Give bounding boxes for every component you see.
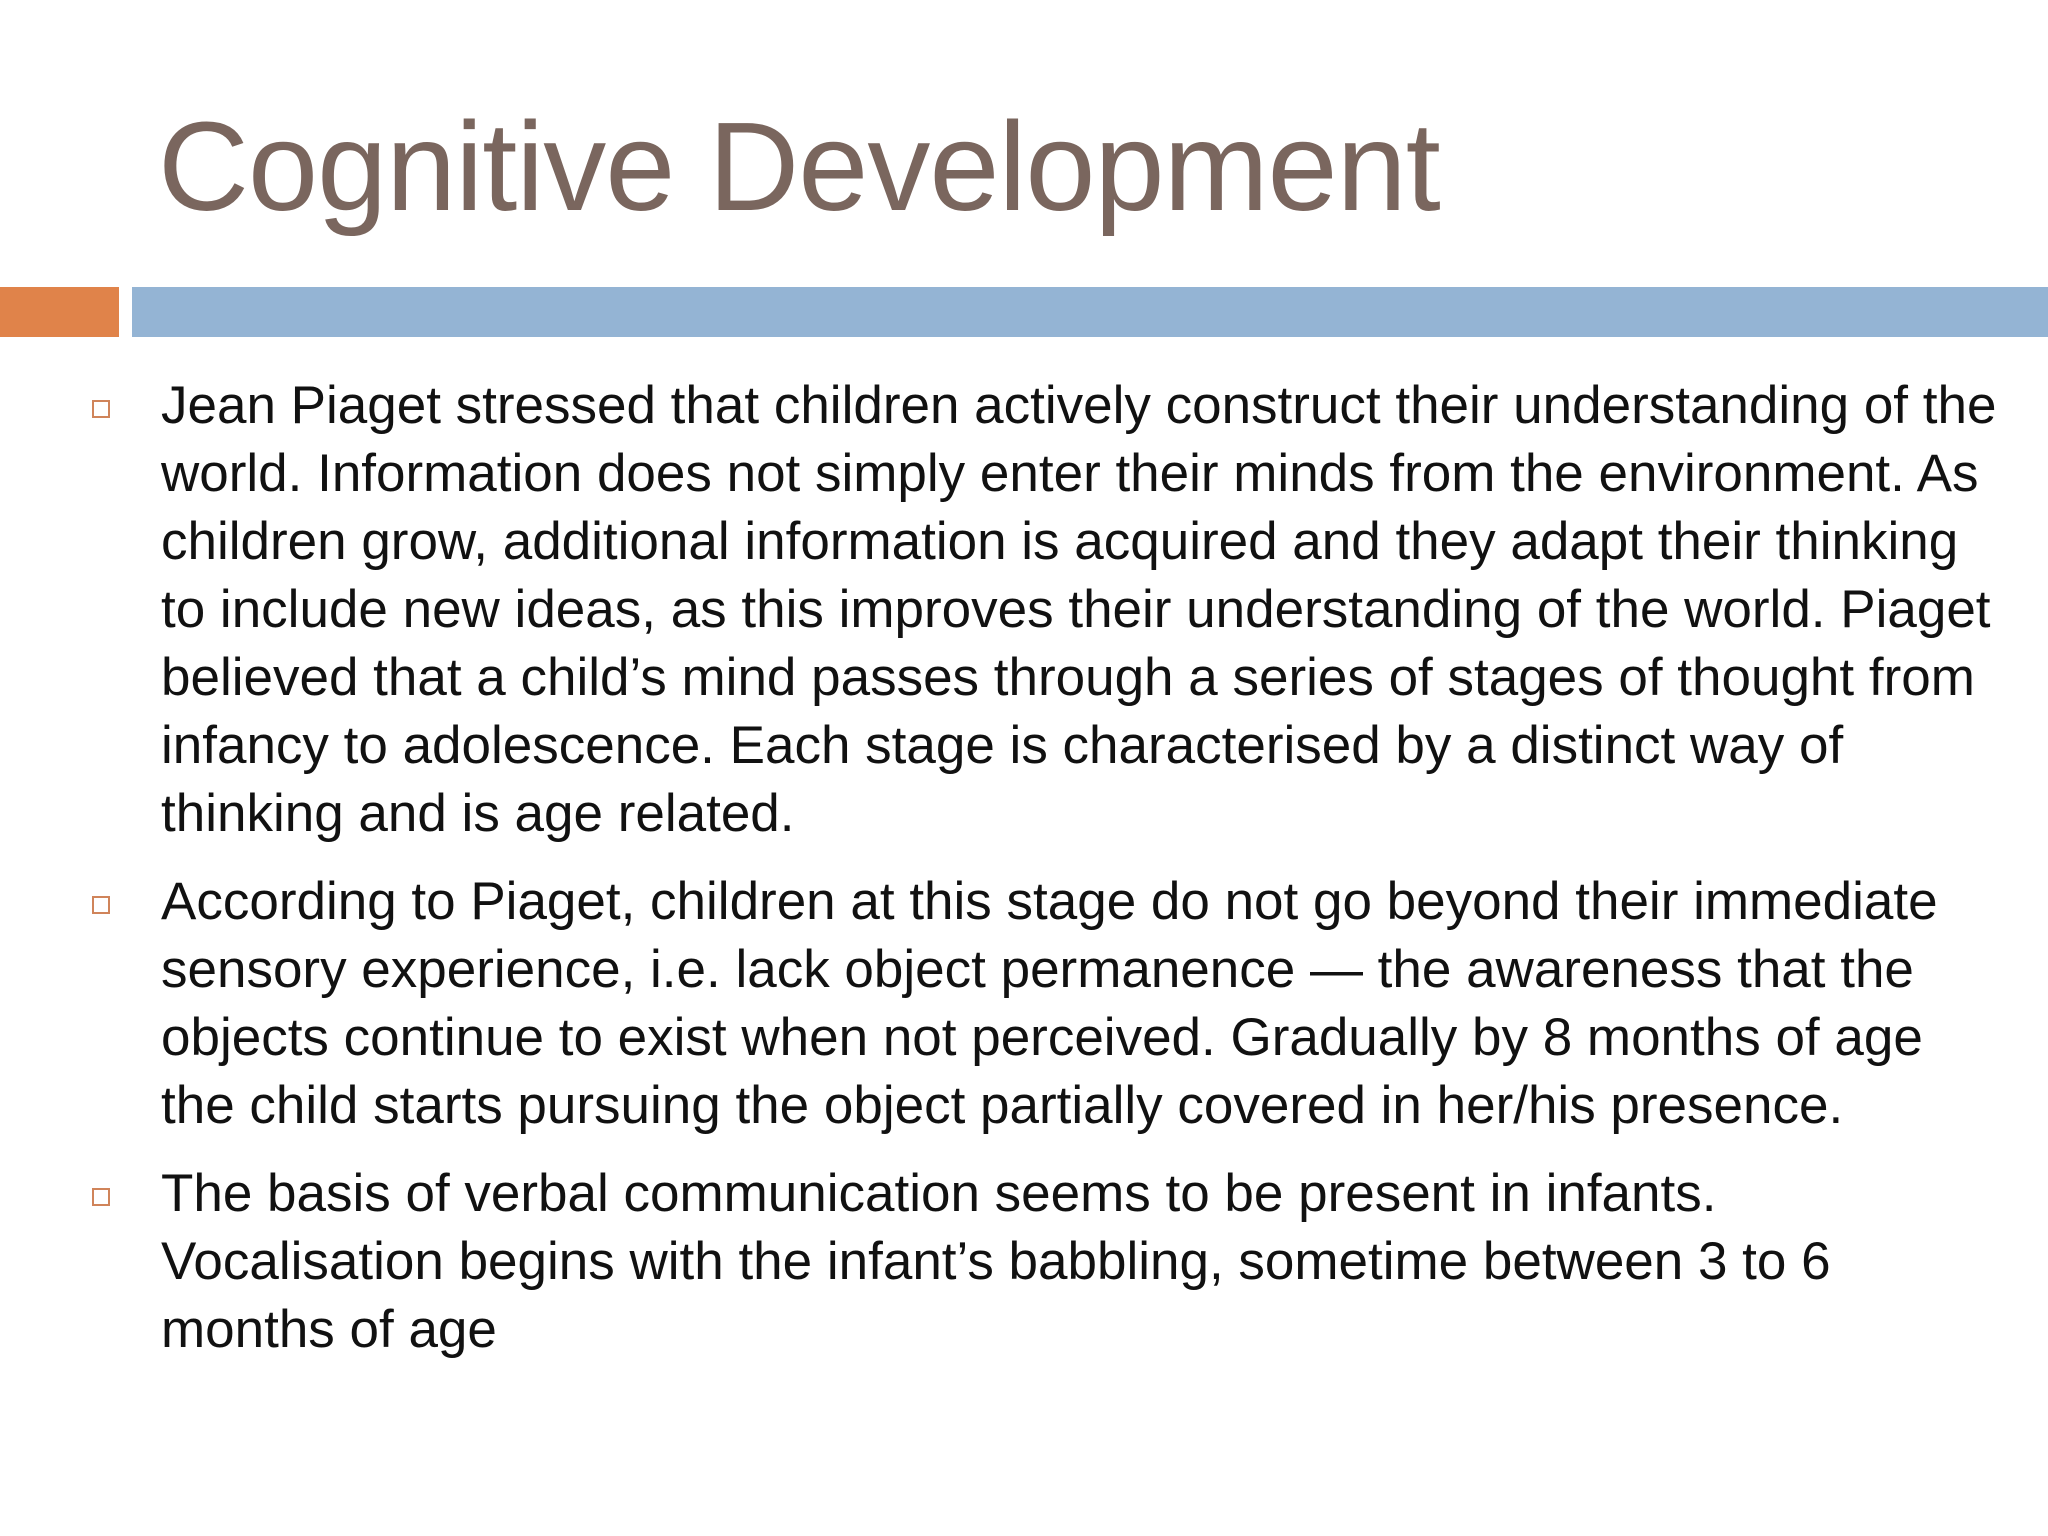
slide-title: Cognitive Development xyxy=(158,96,1440,237)
bullet-list xyxy=(0,372,2048,1384)
accent-bar-orange xyxy=(0,287,119,337)
hollow-square-icon xyxy=(92,400,110,418)
accent-bar-blue xyxy=(132,287,2048,337)
bullet-item xyxy=(0,372,2048,848)
bullet-text: Jean Piaget stressed that children actively construct their understanding of the world. Information does not simply enter their minds from the environment. As children grow, additional information is acquired and they adapt their thinking to include new ideas, as this improves their understanding of the world. Piaget believed that a child’s mind passes through a series of stages of thought from infancy to adolescence. Each stage is characterised by a distinct way of thinking and is age related. xyxy=(161,376,1997,843)
bullet-item xyxy=(0,868,2048,1140)
bullet-text: According to Piaget, children at this stage do not go beyond their immediate sensory experience, i.e. lack object permanence — the awareness that the objects continue to exist when not perceived. Gradually by 8 months of age the child starts pursuing the object partially covered in her/his presence. xyxy=(161,872,1938,1135)
bullet-item xyxy=(0,1160,2048,1364)
bullet-text: The basis of verbal communication seems to be present in infants. Vocalisation begins with the infant’s babbling, sometime between 3 to 6 months of age xyxy=(161,1164,1831,1359)
hollow-square-icon xyxy=(92,1188,110,1206)
hollow-square-icon xyxy=(92,896,110,914)
